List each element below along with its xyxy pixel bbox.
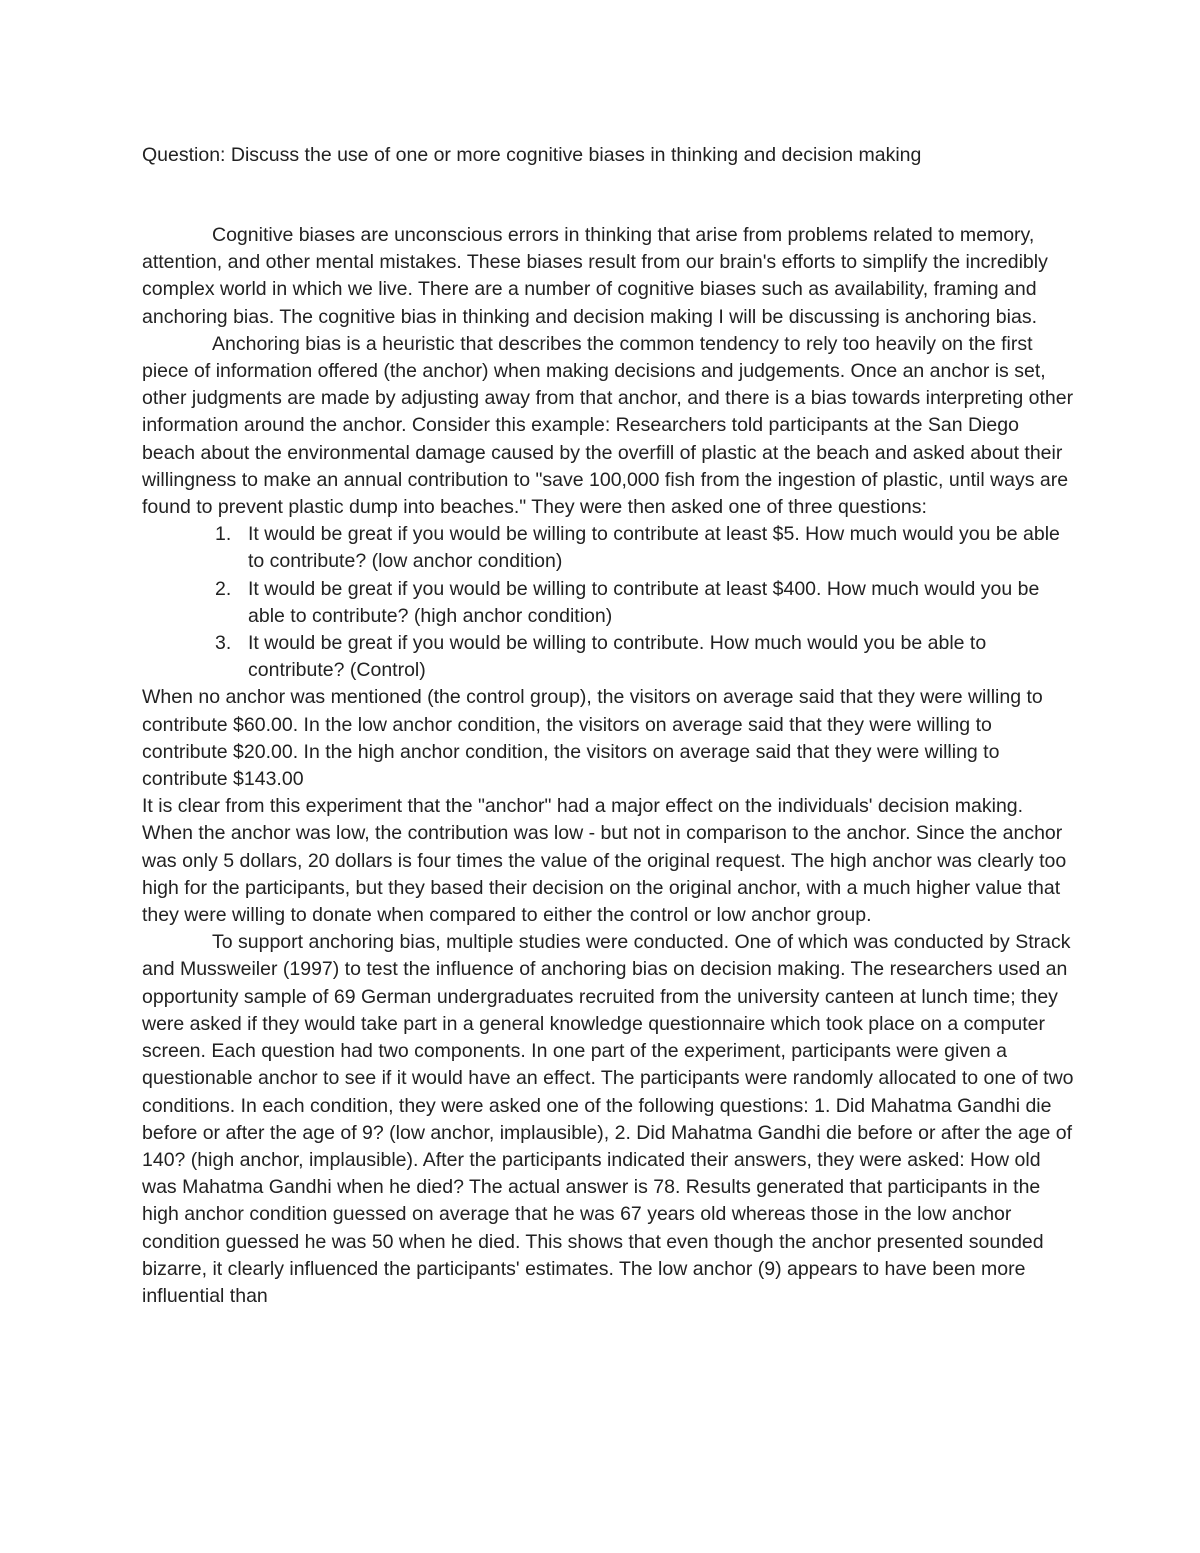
list-item-number: 1.	[215, 523, 232, 546]
question-heading: Question: Discuss the use of one or more cognitive biases in thinking and decision making	[142, 144, 922, 166]
paragraph-anchoring-definition: Anchoring bias is a heuristic that describes the common tendency to rely too heavily on the first piece of information offered (the anchor) when making decisions and judgements. Once an anchor is set, other judgments are made by adjusting away from that anchor, and there is a bias towards interpreting other information around the anchor. Consider this example: Researchers told participants at the San Diego beach about the environmental damage caused by the overfill of plastic at the beach and asked about their willingness to make an annual contribution to "save 100,000 fish from the ingestion of plastic, until ways are found to prevent plastic dump into beaches." They were then asked one of three questions:	[142, 332, 1074, 519]
list-item-text: It would be great if you would be willing to contribute at least $400. How much would you be able to contribute? (high anchor condition)	[248, 577, 1040, 627]
questions-list	[142, 521, 1077, 684]
list-item-text: It would be great if you would be willing to contribute at least $5. How much would you be able to contribute? (low anchor condition)	[248, 523, 1060, 573]
list-item	[212, 521, 1077, 575]
paragraph-intro: Cognitive biases are unconscious errors in thinking that arise from problems related to memory, attention, and other mental mistakes. These biases result from our brain's efforts to simplify the incredibly complex world in which we live. There are a number of cognitive biases such as availability, framing and anchoring bias. The cognitive bias in thinking and decision making I will be discussing is anchoring bias.	[142, 224, 1048, 328]
list-item	[212, 630, 1077, 684]
paragraph-analysis: It is clear from this experiment that the "anchor" had a major effect on the individuals' decision making. When the anchor was low, the contribution was low - but not in comparison to the anchor. Since the anchor was only 5 dollars, 20 dollars is four times the value of the original request. The high anchor was clearly too high for the participants, but they based their decision on the original anchor, with a much higher value that they were willing to donate when compared to either the control or low anchor group.	[142, 795, 1067, 927]
list-item-text: It would be great if you would be willing to contribute. How much would you be able to contribute? (Control)	[248, 632, 987, 682]
paragraph-supporting-study: To support anchoring bias, multiple studies were conducted. One of which was conducted by Strack and Mussweiler (1997) to test the influence of anchoring bias on decision making. The researchers used an opportunity sample of 69 German undergraduates recruited from the university canteen at lunch time; they were asked if they would take part in a general knowledge questionnaire which took place on a computer screen. Each question had two components. In one part of the experiment, participants were given a questionable anchor to see if it would have an effect. The participants were randomly allocated to one of two conditions. In each condition, they were asked one of the following questions: 1. Did Mahatma Gandhi die before or after the age of 9? (low anchor, implausible), 2. Did Mahatma Gandhi die before or after the age of 140? (high anchor, implausible). After the participants indicated their answers, they were asked: How old was Mahatma Gandhi when he died? The actual answer is 78. Results generated that participants in the high anchor condition guessed on average that he was 67 years old whereas those in the low anchor condition guessed he was 50 when he died. This shows that even though the anchor presented sounded bizarre, it clearly influenced the participants' estimates. The low anchor (9) appears to have been more influential than	[142, 931, 1074, 1307]
list-item-number: 3.	[215, 632, 232, 655]
list-item-number: 2.	[215, 577, 232, 600]
list-item	[212, 576, 1077, 630]
essay-body	[142, 222, 1077, 1310]
paragraph-results: When no anchor was mentioned (the control group), the visitors on average said that they were willing to contribute $60.00. In the low anchor condition, the visitors on average said that they were willing to contribute $20.00. In the high anchor condition, the visitors on average said that they were willing to contribute $143.00	[142, 686, 1043, 791]
